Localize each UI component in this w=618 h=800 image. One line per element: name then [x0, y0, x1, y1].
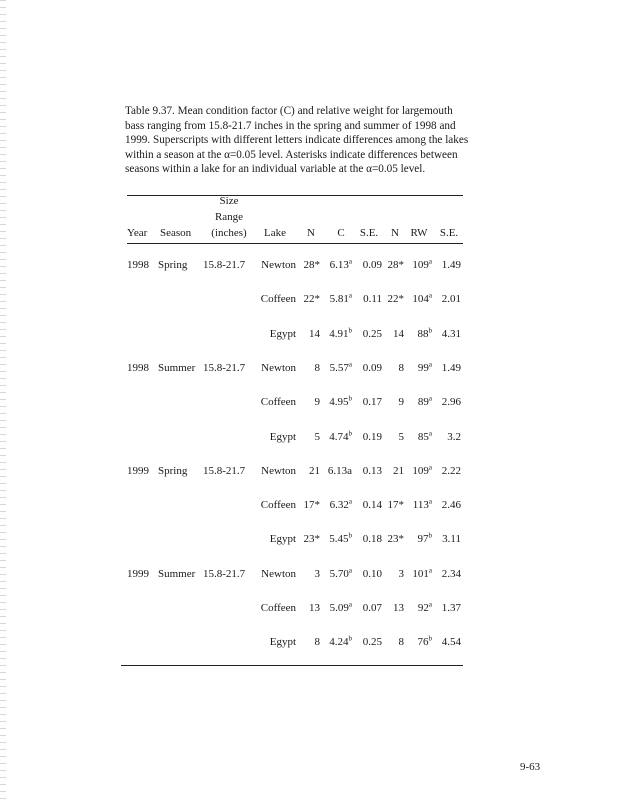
cell-c-value: 5.57 — [329, 362, 349, 374]
cell-se2 — [433, 602, 461, 615]
cell-c-value: 6.13a — [327, 465, 352, 477]
cell-rw-superscript: b — [428, 634, 432, 643]
header-n2: N — [391, 227, 399, 239]
cell-se2-value: 1.49 — [441, 259, 461, 271]
cell-c — [322, 465, 352, 478]
cell-lake — [254, 328, 296, 341]
cell-se2 — [433, 499, 461, 512]
cell-rw-superscript: a — [428, 429, 432, 438]
cell-size — [203, 568, 253, 581]
header-size-line3: (inches) — [211, 227, 247, 239]
cell-lake-value: Newton — [261, 568, 296, 580]
cell-n2-value: 8 — [398, 636, 404, 648]
cell-se2 — [433, 328, 461, 341]
cell-se2 — [433, 293, 461, 306]
cell-n1 — [298, 431, 320, 444]
cell-size — [203, 362, 253, 375]
cell-size-value: 15.8-21.7 — [203, 465, 246, 477]
cell-year — [127, 259, 153, 272]
cell-lake-value: Egypt — [269, 328, 296, 340]
cell-c — [322, 431, 352, 444]
cell-se1-value: 0.11 — [363, 293, 382, 305]
cell-n2 — [382, 568, 404, 581]
cell-se1-value: 0.17 — [362, 396, 382, 408]
cell-n1-value: 17* — [303, 499, 320, 511]
cell-c-superscript: a — [348, 257, 352, 266]
cell-se1-value: 0.10 — [362, 568, 382, 580]
cell-c — [322, 293, 352, 306]
cell-c — [322, 568, 352, 581]
cell-n1 — [298, 499, 320, 512]
header-se1: S.E. — [359, 227, 379, 239]
cell-n1-value: 9 — [314, 396, 320, 408]
cell-lake — [254, 499, 296, 512]
cell-se1 — [355, 568, 382, 581]
cell-rw — [404, 636, 432, 649]
cell-rw-superscript: b — [428, 326, 432, 335]
header-year: Year — [127, 227, 148, 239]
cell-se1 — [355, 499, 382, 512]
cell-c-value: 4.74 — [329, 431, 349, 443]
cell-n2-value: 28* — [387, 259, 404, 271]
cell-lake-value: Newton — [261, 465, 296, 477]
cell-lake-value: Coffeen — [260, 499, 296, 511]
cell-c-value: 6.32 — [329, 499, 349, 511]
cell-c-value: 4.95 — [329, 396, 349, 408]
cell-lake — [254, 533, 296, 546]
cell-n2 — [382, 602, 404, 615]
cell-n2-value: 3 — [398, 568, 404, 580]
cell-rw-superscript: a — [428, 566, 432, 575]
cell-c — [322, 533, 352, 546]
cell-n1 — [298, 396, 320, 409]
cell-c — [322, 636, 352, 649]
cell-se1 — [355, 328, 382, 341]
cell-rw — [404, 362, 432, 375]
cell-size-value: 15.8-21.7 — [203, 568, 246, 580]
cell-n2 — [382, 533, 404, 546]
cell-season-value: Spring — [158, 465, 188, 477]
cell-c-superscript: a — [348, 291, 352, 300]
cell-n2-value: 21 — [393, 465, 404, 477]
cell-lake — [254, 602, 296, 615]
cell-c-superscript: b — [348, 429, 352, 438]
cell-n2-value: 8 — [398, 362, 404, 374]
cell-c — [322, 259, 352, 272]
cell-rw-superscript: a — [428, 600, 432, 609]
cell-size-value: 15.8-21.7 — [203, 259, 246, 271]
cell-n2 — [382, 259, 404, 272]
cell-se1-value: 0.14 — [362, 499, 382, 511]
cell-n1-value: 5 — [314, 431, 320, 443]
cell-year — [127, 465, 153, 478]
cell-c-superscript: b — [348, 394, 352, 403]
cell-lake-value: Coffeen — [260, 602, 296, 614]
cell-rw-value: 113 — [412, 499, 429, 511]
cell-rw — [404, 465, 432, 478]
cell-n2 — [382, 431, 404, 444]
cell-se2-value: 3.2 — [447, 431, 461, 443]
cell-rw — [404, 533, 432, 546]
cell-se2-value: 3.11 — [442, 533, 461, 545]
cell-n2-value: 5 — [398, 431, 404, 443]
cell-se2 — [433, 396, 461, 409]
cell-rw-value: 99 — [417, 362, 429, 374]
cell-season-value: Summer — [158, 362, 196, 374]
cell-lake — [254, 431, 296, 444]
cell-se2-value: 1.37 — [441, 602, 461, 614]
cell-n1 — [298, 636, 320, 649]
cell-n1-value: 14 — [309, 328, 320, 340]
cell-lake — [254, 362, 296, 375]
cell-se1 — [355, 602, 382, 615]
cell-se1-value: 0.13 — [362, 465, 382, 477]
header-c: C — [337, 227, 345, 239]
cell-rw-value: 97 — [417, 533, 429, 545]
cell-lake-value: Newton — [261, 259, 296, 271]
cell-rw — [404, 293, 432, 306]
cell-c-value: 4.91 — [329, 328, 349, 340]
cell-year-value: 1999 — [127, 465, 149, 477]
header-se2: S.E. — [439, 227, 459, 239]
cell-se2-value: 2.34 — [441, 568, 461, 580]
cell-season-value: Summer — [158, 568, 196, 580]
table-bottom-rule — [121, 665, 463, 666]
cell-size — [203, 465, 253, 478]
cell-rw-value: 101 — [412, 568, 429, 580]
cell-rw — [404, 259, 432, 272]
cell-rw-value: 76 — [417, 636, 429, 648]
cell-n2-value: 13 — [393, 602, 404, 614]
cell-n2-value: 22* — [387, 293, 404, 305]
cell-se1 — [355, 636, 382, 649]
cell-season — [158, 465, 198, 478]
cell-rw — [404, 396, 432, 409]
cell-rw — [404, 568, 432, 581]
cell-n1 — [298, 293, 320, 306]
header-size-line1: Size — [219, 195, 239, 207]
cell-size-value: 15.8-21.7 — [203, 362, 246, 374]
cell-n2 — [382, 636, 404, 649]
cell-se1-value: 0.09 — [362, 259, 382, 271]
cell-rw — [404, 602, 432, 615]
cell-n1 — [298, 465, 320, 478]
cell-n1-value: 21 — [309, 465, 320, 477]
cell-lake-value: Coffeen — [260, 396, 296, 408]
cell-se1-value: 0.25 — [362, 328, 382, 340]
cell-c — [322, 602, 352, 615]
cell-n2-value: 23* — [387, 533, 404, 545]
cell-c — [322, 499, 352, 512]
cell-rw — [404, 499, 432, 512]
cell-rw-superscript: a — [428, 497, 432, 506]
cell-rw-superscript: a — [428, 394, 432, 403]
cell-se1-value: 0.09 — [362, 362, 382, 374]
cell-c-superscript: b — [348, 634, 352, 643]
cell-year-value: 1999 — [127, 568, 149, 580]
cell-se2 — [433, 259, 461, 272]
cell-n1-value: 8 — [314, 636, 320, 648]
cell-rw-value: 104 — [412, 293, 429, 305]
cell-rw-value: 109 — [412, 465, 429, 477]
cell-lake-value: Egypt — [269, 636, 296, 648]
cell-n2 — [382, 499, 404, 512]
cell-c-value: 5.09 — [329, 602, 349, 614]
cell-rw-value: 109 — [412, 259, 429, 271]
cell-n1 — [298, 568, 320, 581]
cell-se2-value: 4.31 — [441, 328, 461, 340]
cell-lake-value: Egypt — [269, 533, 296, 545]
cell-lake-value: Coffeen — [260, 293, 296, 305]
cell-se2-value: 2.96 — [441, 396, 461, 408]
cell-rw — [404, 328, 432, 341]
cell-c-superscript: a — [348, 566, 352, 575]
header-rw: RW — [410, 227, 428, 239]
cell-rw-value: 92 — [417, 602, 429, 614]
header-n1: N — [307, 227, 315, 239]
cell-n1-value: 13 — [309, 602, 320, 614]
cell-c-value: 5.45 — [329, 533, 349, 545]
cell-c — [322, 328, 352, 341]
cell-se1 — [355, 431, 382, 444]
cell-c — [322, 362, 352, 375]
cell-lake — [254, 293, 296, 306]
cell-se1-value: 0.19 — [362, 431, 382, 443]
caption-text: Table 9.37. Mean condition factor (C) and relative weight for largemouth bass ranging from 15.8-21.7 inches in the spring and summer of 1998 and 1999. Superscripts with different letters indicate differences among the lakes within a season at the α=0.05 level. Asterisks indicate differences between seasons within a lake for an individual variable at the α=0.05 level. — [125, 105, 469, 176]
cell-rw-value: 85 — [417, 431, 429, 443]
cell-n1-value: 22* — [303, 293, 320, 305]
cell-season-value: Spring — [158, 259, 188, 271]
cell-rw-superscript: a — [428, 291, 432, 300]
cell-c-superscript: a — [348, 360, 352, 369]
cell-n2 — [382, 293, 404, 306]
cell-rw-superscript: a — [428, 463, 432, 472]
cell-se2-value: 2.01 — [441, 293, 461, 305]
cell-n2-value: 17* — [387, 499, 404, 511]
cell-se1-value: 0.18 — [362, 533, 382, 545]
cell-season — [158, 259, 198, 272]
cell-n1-value: 3 — [314, 568, 320, 580]
cell-rw-superscript: b — [428, 531, 432, 540]
cell-se1 — [355, 465, 382, 478]
table-caption — [125, 104, 470, 177]
cell-se2 — [433, 465, 461, 478]
cell-se2 — [433, 362, 461, 375]
header-lake: Lake — [264, 227, 286, 239]
cell-year — [127, 362, 153, 375]
table-header-rule — [127, 243, 463, 244]
cell-lake — [254, 636, 296, 649]
header-size-line2: Range — [214, 211, 244, 223]
cell-n1 — [298, 362, 320, 375]
cell-season — [158, 568, 198, 581]
cell-year-value: 1998 — [127, 362, 149, 374]
cell-size — [203, 259, 253, 272]
cell-n2 — [382, 328, 404, 341]
cell-c-superscript: a — [348, 600, 352, 609]
cell-rw-superscript: a — [428, 360, 432, 369]
cell-year — [127, 568, 153, 581]
cell-c — [322, 396, 352, 409]
cell-lake-value: Newton — [261, 362, 296, 374]
cell-c-superscript: b — [348, 531, 352, 540]
table-top-rule — [127, 195, 463, 196]
cell-n1-value: 28* — [303, 259, 320, 271]
cell-rw-value: 89 — [417, 396, 429, 408]
cell-season — [158, 362, 198, 375]
cell-lake — [254, 568, 296, 581]
cell-se1-value: 0.07 — [362, 602, 382, 614]
cell-se2 — [433, 568, 461, 581]
cell-c-superscript: b — [348, 326, 352, 335]
header-season: Season — [160, 227, 192, 239]
cell-n1-value: 23* — [303, 533, 320, 545]
cell-n2-value: 9 — [398, 396, 404, 408]
cell-n1 — [298, 328, 320, 341]
cell-se2 — [433, 431, 461, 444]
cell-lake-value: Egypt — [269, 431, 296, 443]
cell-se1 — [355, 362, 382, 375]
cell-year-value: 1998 — [127, 259, 149, 271]
cell-lake — [254, 396, 296, 409]
cell-c-value: 5.70 — [329, 568, 349, 580]
cell-se2-value: 2.22 — [441, 465, 461, 477]
cell-c-value: 4.24 — [329, 636, 349, 648]
cell-se1 — [355, 293, 382, 306]
cell-se2 — [433, 533, 461, 546]
cell-n1 — [298, 602, 320, 615]
cell-lake — [254, 259, 296, 272]
cell-c-value: 5.81 — [329, 293, 349, 305]
cell-se2-value: 2.46 — [441, 499, 461, 511]
cell-n1-value: 8 — [314, 362, 320, 374]
cell-se2-value: 4.54 — [441, 636, 461, 648]
cell-rw-superscript: a — [428, 257, 432, 266]
cell-c-value: 6.13 — [329, 259, 349, 271]
cell-n2 — [382, 396, 404, 409]
cell-rw-value: 88 — [417, 328, 429, 340]
cell-se1 — [355, 396, 382, 409]
cell-se1-value: 0.25 — [362, 636, 382, 648]
page-number: 9-63 — [520, 761, 541, 773]
cell-n1 — [298, 259, 320, 272]
cell-c-superscript: a — [348, 497, 352, 506]
cell-lake — [254, 465, 296, 478]
cell-se1 — [355, 533, 382, 546]
cell-se2-value: 1.49 — [441, 362, 461, 374]
cell-rw — [404, 431, 432, 444]
cell-n2 — [382, 465, 404, 478]
cell-n2-value: 14 — [393, 328, 404, 340]
cell-n1 — [298, 533, 320, 546]
cell-se1 — [355, 259, 382, 272]
cell-se2 — [433, 636, 461, 649]
cell-n2 — [382, 362, 404, 375]
scan-margin-marks — [0, 0, 6, 800]
